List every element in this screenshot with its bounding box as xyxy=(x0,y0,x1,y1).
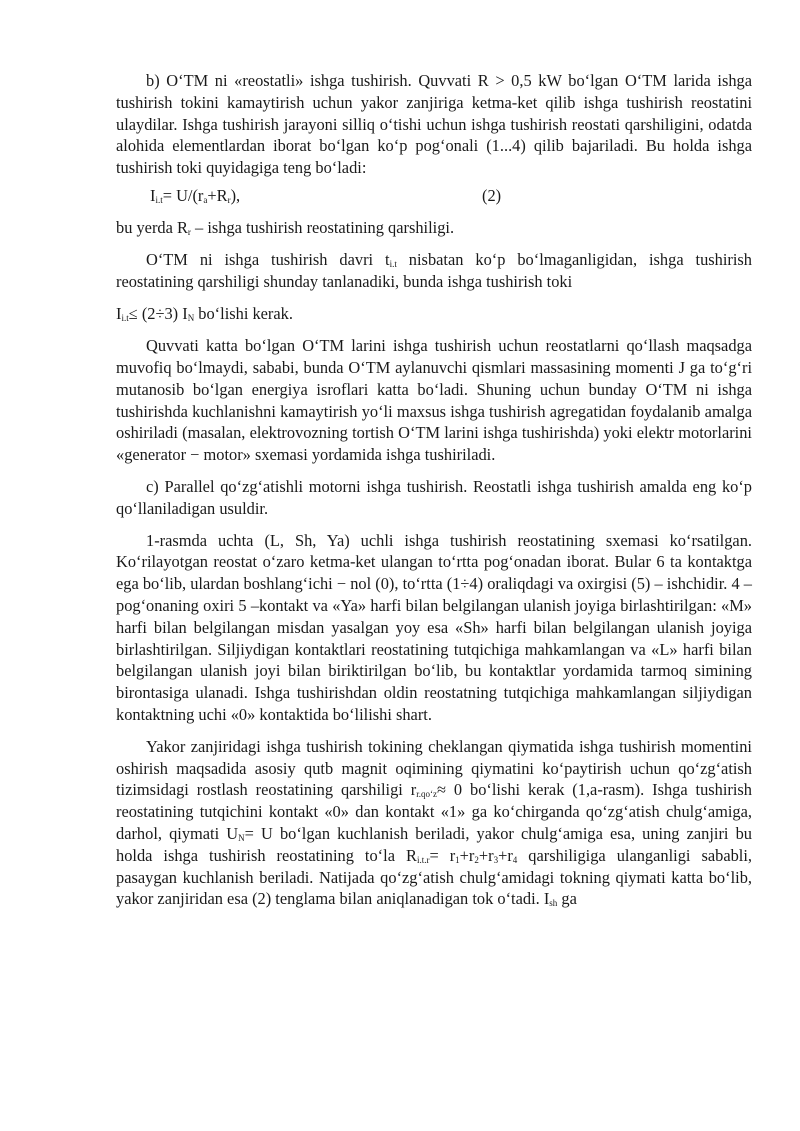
paragraph-current-limit: $I_{i.t}\le (2\div 3)$ $I_N$ bo‘lishi kerak. xyxy=(116,304,293,324)
formula-number: (2) xyxy=(482,185,502,205)
paragraph-high-power: Quvvati katta bo‘lgan O‘TM larini ishga tushirish uchun reostatlarni qo‘llash maqsadga muvofiq bo‘lmaydi, sababi, bunda O‘TM aylanuvchi qismlari massasining momenti J ga to‘g‘ri mutanosib bo‘lgan energiya isroflari katta bo‘ladi. Shuning uchun bunday O‘TM ni ishga tushirishda kuchlanishni kamaytirish yo‘li maxsus ishga tushirish agregatidan foydalanib amalga oshiriladi (masalan, elektrovozning tortish O‘TM larini ishga tushirishda) yoki elektr motorlarini «generator − motor» sxemasi yordamida ishga tushiriladi. xyxy=(116,336,752,465)
paragraph-rheostat-start: b) O‘TM ni «reostatli» ishga tushirish. Quvvati R > 0,5 kW bo‘lgan O‘TM larida ishga tushirish tokini kamaytirish uchun yakor zanjiriga ketma-ket qilib ishga tushirish reostatini ulaydilar. Ishga tushirish jarayoni silliq o‘tishi uchun ishga tushirish reostati qarshiligini, odatda alohida elementlardan iborat bo‘lgan ko‘p pog‘onali (1...4) qilib bajariladi. Bu holda ishga tushirish toki quyidagiga teng bo‘ladi: xyxy=(116,71,752,178)
document-page xyxy=(116,70,752,910)
paragraph-figure-description: 1-rasmda uchta (L, Sh, Ya) uchli ishga tushirish reostatining sxemasi ko‘rsatilgan. Ko‘rilayotgan reostat o‘zaro ketma-ket ulangan to‘rtta pog‘onadan iborat. Bular 6 ta kontaktga ega bo‘lib, ulardan boshlang‘ichi − nol (0), to‘rtta (1÷4) oraliqdagi va oxirgisi (5) – ishchidir. 4 – pog‘onaning oxiri 5 –kontakt va «Ya» harfi bilan belgilangan ulanish joyiga birlashtirilgan: «M» harfi bilan belgilangan misdan yasalgan yoy esa «Sh» harfi bilan belgilangan ulanish joyiga birlashtirilgan. Siljiydigan kontaktlari reostatining tutqichiga mahkamlangan va «L» harfi bilan belgilangan ulanish joyi bilan biriktirilgan bo‘lib, bu kontaktlar yordamida tarmoq simining birontasiga ulanadi. Ishga tushirishdan oldin reostatning tutqichiga mahkamlangan siljiydigan kontaktning uchi «0» kontaktida bo‘lilishi shart. xyxy=(116,530,752,724)
paragraph-parallel-excitation: c) Parallel qo‘zg‘atishli motorni ishga tushirish. Reostatli ishga tushirish amalda eng ko‘p qo‘llaniladigan usuldir. xyxy=(116,476,752,518)
formula-starting-current xyxy=(116,185,752,207)
formula-expression: $I_{i.t}= U/(r_a+R_r)$, xyxy=(150,185,241,205)
paragraph-start-duration: O‘TM ni ishga tushirish davri $t_{i.t}$ nisbatan ko‘p bo‘lmaganligidan, ishga tushirish reostatining qarshiligi shunday tanlanadiki, bunda ishga tushirish toki xyxy=(116,249,752,291)
paragraph-armature-circuit: Yakor zanjiridagi ishga tushirish tokining cheklangan qiymatida ishga tushirish momentini oshirish maqsadida asosiy qutb magnit oqimining qiymatini ko‘paytirish uchun qo‘zg‘atish tizimsidagi rostlash reostatining qarshiligi $r_{r.qo‘z}\approx 0$ bo‘lishi kerak (1,a-rasm). Ishga tushirish reostatining tutqichini kontakt «0» dan kontakt «1» ga ko‘chirganda qo‘zg‘atish chulg‘amiga, darhol, qiymati $U_N= U$ bo‘lgan kuchlanish beriladi, yakor chulg‘amiga esa, uning zanjiri bu holda ishga tushirish reostatining to‘la $R_{i.t.r}= r_1+r_2+r_3+r_4$ qarshiligiga ulanganligi sababli, pasaygan kuchlanish beriladi. Natijada qo‘zg‘atish chulg‘amidagi tokning qiymati katta bo‘lib, yakor zanjiridan esa (2) tenglama bilan aniqlanadigan tok o‘tadi. $I_{sh}$ ga xyxy=(116,736,752,909)
paragraph-where: bu yerda $R_r$ – ishga tushirish reostatining qarshiligi. xyxy=(116,217,455,237)
